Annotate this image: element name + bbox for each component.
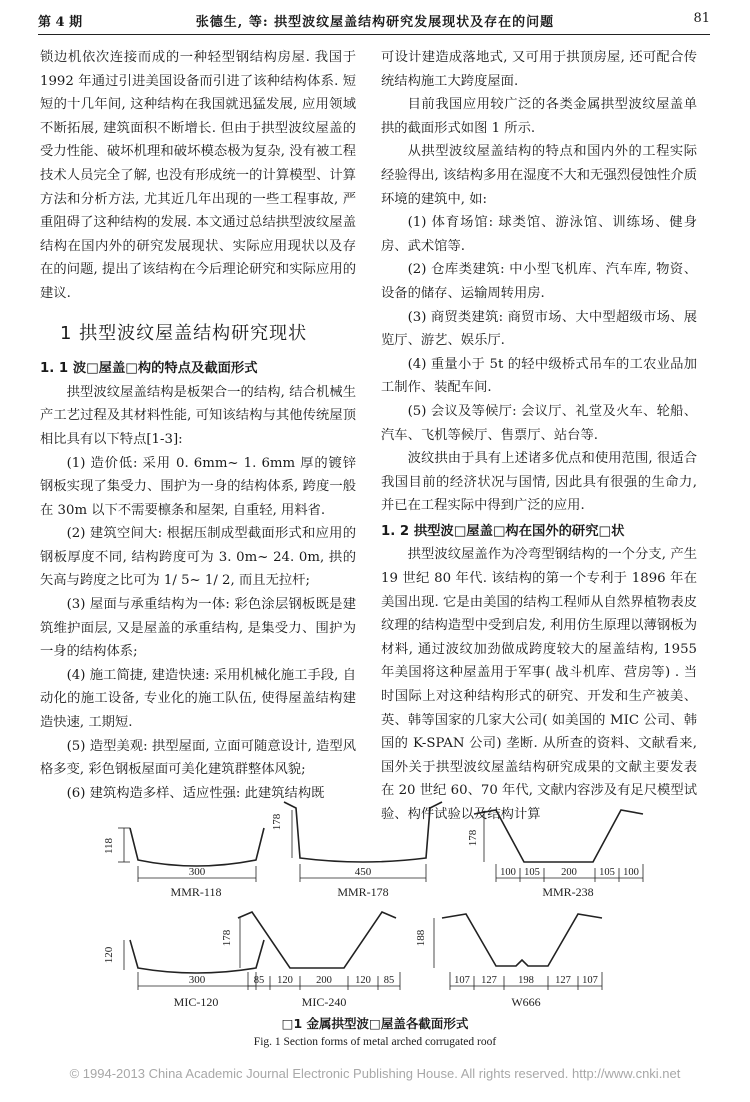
right-column	[381, 46, 697, 827]
dimension-label: 85	[253, 975, 265, 986]
list-item: (2) 仓库类建筑: 中小型飞机库、汽车库, 物资、设备的储存、运输周转用房.	[381, 262, 697, 301]
list-item: (3) 屋面与承重结构为一体: 彩色涂层钢板既是建筑维护面层, 又是屋盖的承重结构, 是集受力、围护为一身的结构体系;	[40, 597, 356, 660]
dimension-label: 198	[518, 975, 534, 986]
dimension-label: 107	[582, 975, 598, 986]
list-item: (4) 重量小于 5t 的轻中级桥式吊车的工农业品加工制作、装配车间.	[381, 356, 697, 396]
list-item: (1) 体育场馆: 球类馆、游泳馆、训练场、健身房、武术馆等.	[381, 215, 697, 254]
profile-name: MMR-238	[542, 885, 594, 899]
list-item: (6) 建筑构造多样、适应性强: 此建筑结构既	[66, 785, 325, 801]
profile-name: MIC-240	[301, 995, 347, 1009]
profile-name: MMR-178	[337, 885, 389, 899]
paragraph: 从拱型波纹屋盖结构的特点和国内外的工程实际经验得出, 该结构多用在湿度不大和无强烈侵蚀性介质环境的建筑中, 如:	[381, 144, 697, 207]
page-number: 81	[693, 11, 710, 26]
figure-section-profiles	[38, 780, 718, 1080]
dimension-label: 85	[383, 975, 395, 986]
paragraph: 波纹拱由于具有上述诸多优点和使用范围, 很适合我国目前的经济状况与国情, 因此具有很强的生命力, 并已在工程实际中得到广泛的应用.	[381, 451, 697, 514]
height-label: 118	[103, 837, 115, 855]
paragraph: 目前我国应用较广泛的各类金属拱型波纹屋盖单拱的截面形式如图 1 所示.	[381, 97, 697, 136]
dimension-label: 120	[355, 975, 371, 986]
profile-mmr-118	[103, 828, 264, 899]
dimension-label: 100	[623, 867, 639, 878]
profile-name: W666	[511, 995, 541, 1009]
profile-mmr-178	[271, 802, 442, 899]
dimension-label: 127	[481, 975, 497, 986]
dimension-label: 105	[524, 867, 540, 878]
profile-name: MIC-120	[173, 995, 219, 1009]
figure-caption-cn: □1 金属拱型波□屋盖各截面形式	[281, 1016, 469, 1031]
dimension-label: 100	[500, 867, 516, 878]
dimension-label: 105	[599, 867, 615, 878]
subsection-heading: 1. 2 拱型波□屋盖□构在国外的研究□状	[381, 523, 625, 539]
profile-name: MMR-118	[170, 885, 222, 899]
subsection-heading: 1. 1 波□屋盖□构的特点及截面形式	[40, 361, 258, 377]
list-item: (5) 会议及等候厅: 会议厅、礼堂及火车、轮船、汽车、飞机等候厅、售票厅、站台等.	[381, 403, 697, 443]
dimension-label: 300	[188, 866, 206, 878]
height-label: 188	[415, 929, 427, 947]
height-label: 178	[271, 813, 283, 831]
dimension-label: 127	[555, 975, 571, 986]
dimension-label: 300	[188, 974, 206, 986]
list-item: (2) 建筑空间大: 根据压制成型截面形式和应用的钢板厚度不同, 结构跨度可为 3. 0m~ 24. 0m, 拱的矢高与跨度之比可为 1/ 5~ 1/ 2, 而且无拉杆;	[40, 526, 356, 589]
profiles-drawing	[38, 780, 718, 1010]
dimension-label: 450	[354, 866, 372, 878]
paragraph: 拱型波纹屋盖作为冷弯型钢结构的一个分支, 产生 19 世纪 80 年代. 该结构的第一个专利于 1896 年在美国出现. 它是由美国的结构工程师从自然界植物表皮纹理的结构造型中受到启发, 利用仿生原理以薄钢板为材料, 通过波纹加劲做成跨度较大的屋盖结构, 1955 年美国将这种屋盖用于军事( 战斗机库、营房等) . 当时国际上对这种结构形式的研究、开发和生产被美、英、韩等国家的几家大公司( 如美国的 MIC 公司、韩国的 K-SPAN 公司) 垄断. 从所查的资料、文献看来, 国外关于拱型波纹屋盖结构研究成果的文献主要发表在 20 世纪 60、70 年代, 文献内容涉及有足尺模型试验、构件试验以及结构计算	[381, 547, 697, 822]
profile-mic-240	[221, 912, 400, 1009]
dimension-label: 200	[561, 867, 577, 878]
header-rule	[38, 34, 710, 35]
dimension-label: 107	[454, 975, 470, 986]
list-item: (5) 造型美观: 拱型屋面, 立面可随意设计, 造型风格多变, 彩色钢板屋面可美化建筑群整体风貌;	[40, 738, 356, 778]
paragraph: 锁边机依次连接而成的一种轻型钢结构房屋. 我国于 1992 年通过引进美国设备而引进了该种结构体系. 短短的十几年间, 这种结构在我国就迅猛发展, 应用领域不断拓展, 建筑面积不断增长. 但由于拱型波纹屋盖的受力性能、破坏机理和破坏模态极为复杂, 没有被工程技术人员完全了解, 也没有形成统一的计算模型、计算方法和分析方法, 尤其近几年出现的一些工程事故, 严重阻碍了这种结构的发展. 本文通过总结拱型波纹屋盖结构在国内外的研究发展现状、实际应用现状以及存在的问题, 提出了该结构在今后理论研究和实际应用的建议.	[40, 50, 356, 301]
height-label: 178	[467, 829, 479, 847]
copyright-footer: © 1994-2013 China Academic Journal Electronic Publishing House. All rights reserved. http://www.cnki.net	[69, 1066, 681, 1081]
issue-number: 第 4 期	[38, 15, 83, 30]
dimension-label: 120	[277, 975, 293, 986]
height-label: 178	[221, 929, 233, 947]
list-item: (3) 商贸类建筑: 商贸市场、大中型超级市场、展览厅、游艺、娱乐厅.	[381, 309, 697, 349]
height-label: 120	[103, 946, 115, 964]
profile-w666	[415, 914, 602, 1009]
profile-mmr-238	[467, 810, 643, 899]
paragraph: 可设计建造成落地式, 又可用于拱顶房屋, 还可配合传统结构施工大跨度屋面.	[381, 50, 697, 89]
figure-caption-en: Fig. 1 Section forms of metal arched corrugated roof	[253, 1036, 497, 1048]
running-title: 张德生, 等: 拱型波纹屋盖结构研究发展现状及存在的问题	[195, 15, 555, 30]
section-heading: 1 拱型波纹屋盖结构研究现状	[60, 322, 308, 344]
left-column	[40, 46, 356, 805]
paragraph: 拱型波纹屋盖结构是板架合一的结构, 结合机械生产工艺过程及其材料性能, 可知该结构与其他传统屋顶相比具有以下特点[1-3]:	[40, 384, 356, 447]
running-header	[0, 0, 750, 40]
dimension-label: 200	[316, 975, 332, 986]
list-item: (1) 造价低: 采用 0. 6mm~ 1. 6mm 厚的镀锌钢板实现了集受力、围护为一身的结构体系, 跨度一般在 30m 以下不需要檩条和屋架, 自重轻, 用料省.	[40, 455, 356, 518]
list-item: (4) 施工简捷, 建造快速: 采用机械化施工手段, 自动化的施工设备, 专业化的施工队伍, 使得屋盖结构建造快速, 工期短.	[40, 667, 356, 731]
